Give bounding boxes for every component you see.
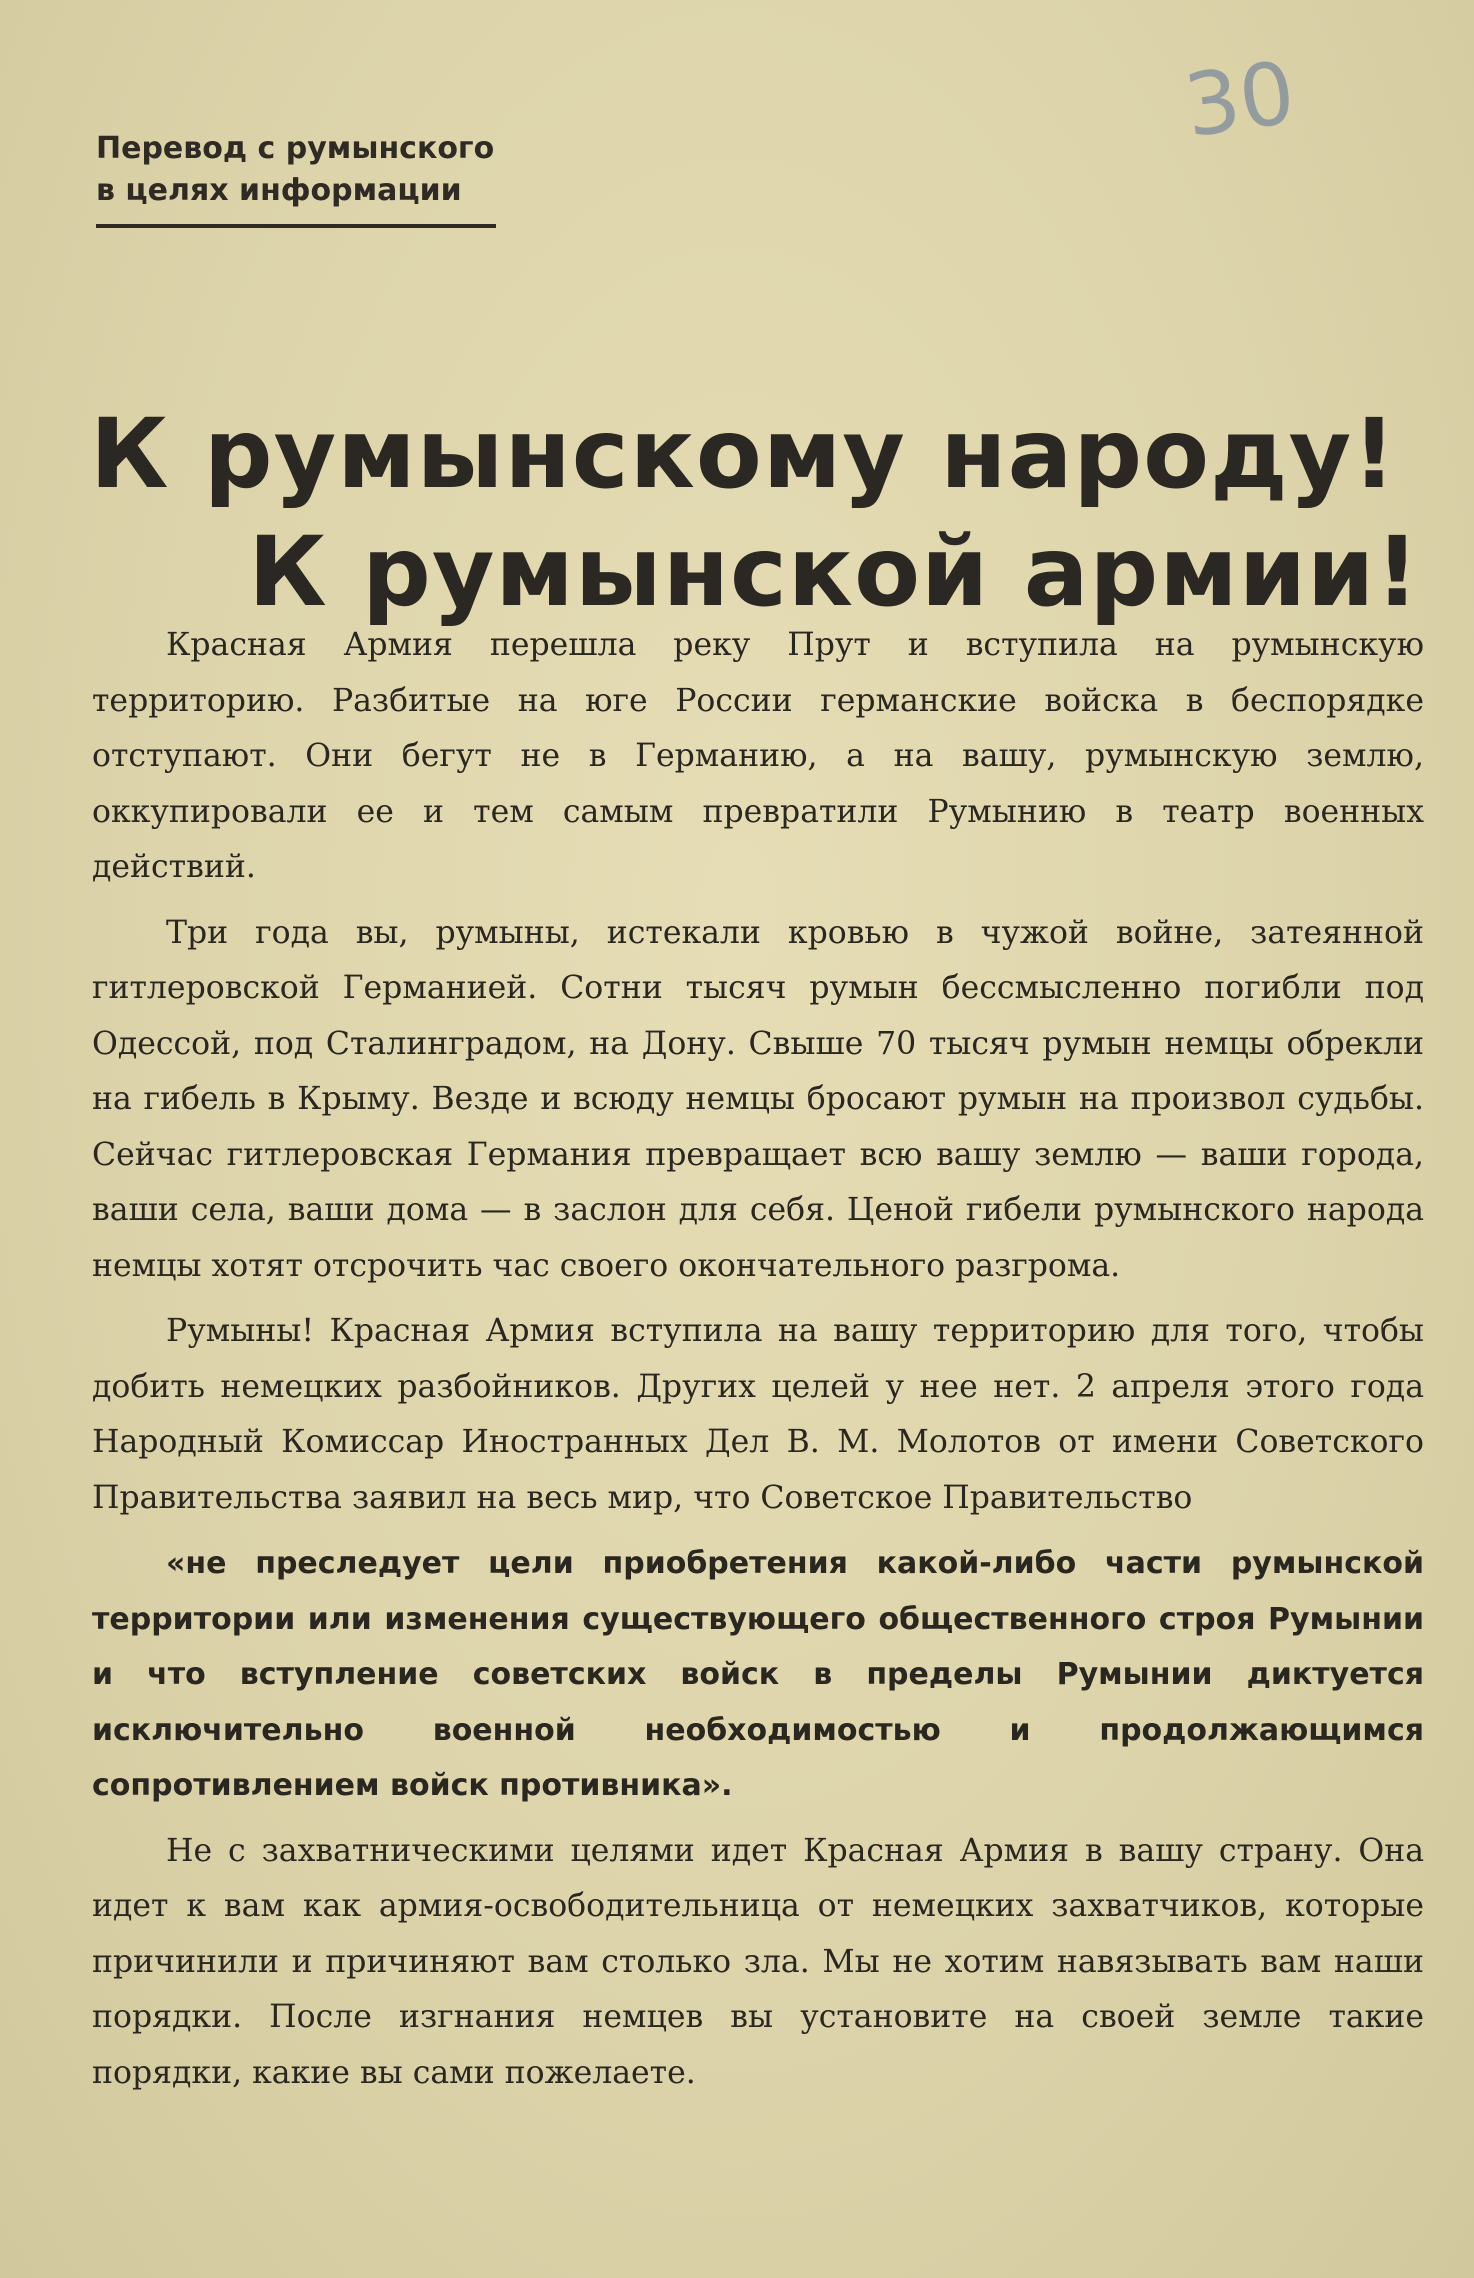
paragraph-4: Не с захватническими целями идет Красная Армия в вашу страну. Она идет к вам как армия-освободительница от немецких захватчиков, которые причинили и причиняют вам столько зла. Мы не хотим навязывать вам наши порядки. После изгнания немцев вы установите на своей земле такие порядки, какие вы сами пожелаете. xyxy=(92,1832,1424,2091)
molotov-quote: «не преследует цели приобретения какой-либо части румынской территории или изменения существующего общественного строя Румынии и что вступление советских войск в пределы Румынии диктуется исключительно военной необходимостью и продолжающимся сопротивлением войск противника». xyxy=(92,1546,1424,1803)
paragraph-3: Румыны! Красная Армия вступила на вашу территорию для того, чтобы добить немецких разбойников. Других целей у нее нет. 2 апреля этого года Народный Комиссар Иностранных Дел В. М. Молотов от имени Советского Правительства заявил на весь мир, что Советское Правительство xyxy=(92,1313,1424,1516)
paragraph-2: Три года вы, румыны, истекали кровью в чужой войне, затеянной гитлеровской Германией. Сотни тысяч румын бессмысленно погибли под Одессой, под Сталинградом, на Дону. Свыше 70 тысяч румын немцы обрекли на гибель в Крыму. Везде и всюду немцы бросают румын на произвол судьбы. Сейчас гитлеровская Германия превращает всю вашу землю — ваши города, ваши села, ваши дома — в заслон для себя. Ценой гибели румынского народа немцы хотят отсрочить час своего окончательного разгрома. xyxy=(92,914,1424,1284)
translation-note xyxy=(96,128,496,228)
paragraph-1: Красная Армия перешла реку Прут и вступила на румынскую территорию. Разбитые на юге России германские войска в беспорядке отступают. Они бегут не в Германию, а на вашу, румынскую землю, оккупировали ее и тем самым превратили Румынию в театр военных действий. xyxy=(92,627,1424,885)
translation-note-underline xyxy=(96,224,496,228)
body-text xyxy=(92,618,1424,2111)
headline xyxy=(90,395,1430,631)
archive-page-number: 30 xyxy=(1178,42,1301,158)
translation-note-line2: в целях информации xyxy=(96,173,462,208)
headline-line1: К румынскому народу! xyxy=(90,398,1397,510)
translation-note-line1: Перевод с румынского xyxy=(96,131,495,166)
headline-line2: К румынской армии! xyxy=(248,516,1420,628)
